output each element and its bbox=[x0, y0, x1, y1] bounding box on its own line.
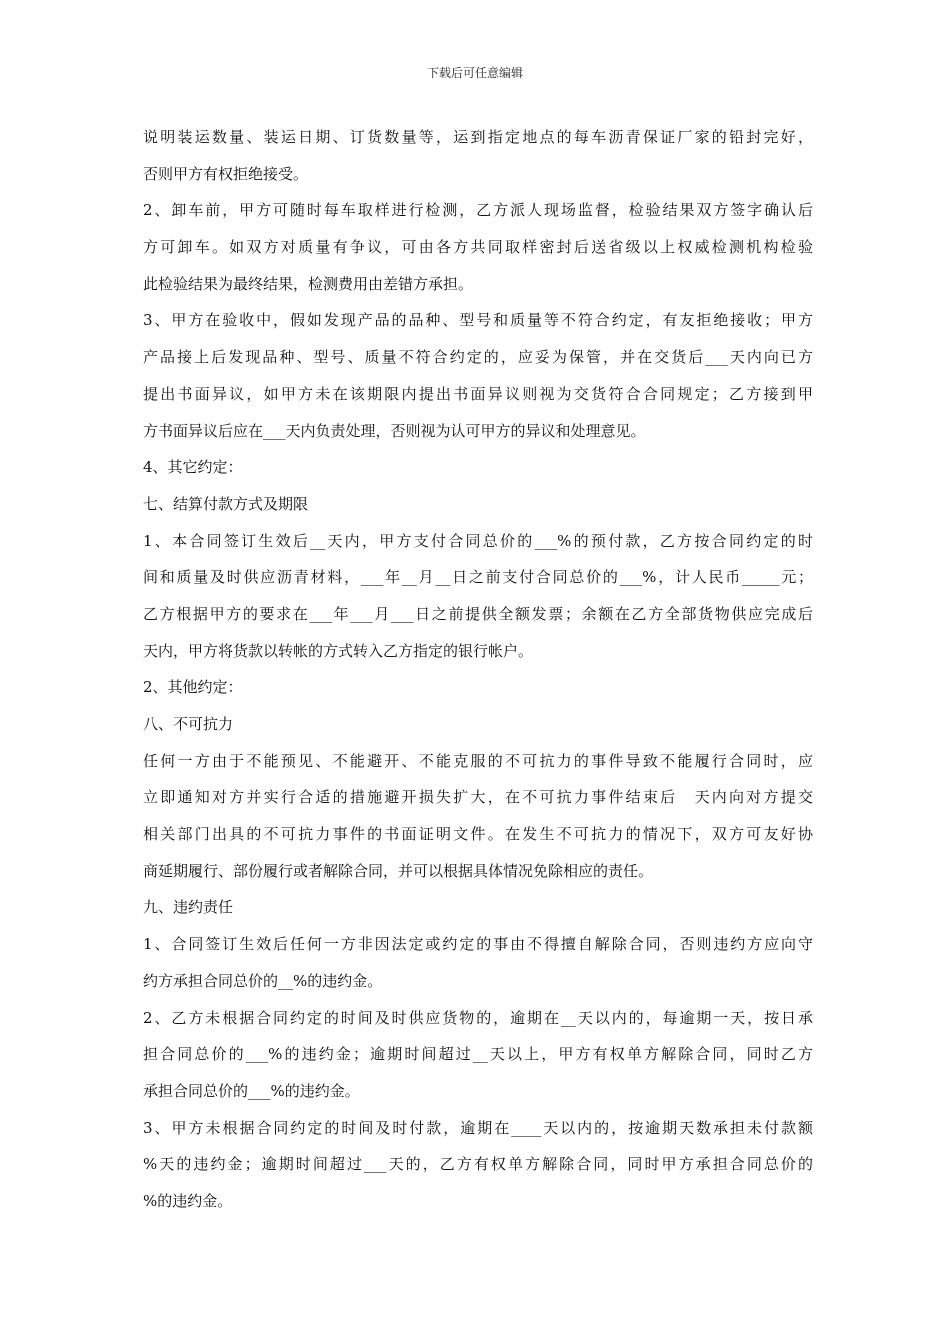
text-line: 此检验结果为最终结果，检测费用由差错方承担。 bbox=[143, 274, 474, 293]
text-line: 1、合同签订生效后任何一方非因法定或约定的事由不得擅自解除合同，否则违约方应向守 bbox=[143, 935, 813, 954]
text-line: 2、乙方未根据合同约定的时间及时供应货物的，逾期在__天以内的，每逾期一天，按日承 bbox=[143, 1008, 813, 1027]
text-line: 商延期履行、部份履行或者解除合同，并可以根据具体情况免除相应的责任。 bbox=[143, 861, 654, 880]
text-line: 说明装运数量、装运日期、订货数量等，运到指定地点的每车沥青保证厂家的铅封完好， bbox=[143, 128, 813, 146]
text-line: 乙方根据甲方的要求在___年___月___日之前提供全额发票；余额在乙方全部货物供应完成后 bbox=[143, 604, 813, 623]
text-line: 承担合同总价的___%的违约金。 bbox=[143, 1081, 360, 1100]
text-line: 立即通知对方并实行合适的措施避开损失扩大，在不可抗力事件结束后 天内向对方提交 bbox=[143, 788, 813, 807]
page-header: 下载后可任意编辑 bbox=[426, 66, 523, 80]
text-line: 否则甲方有权拒绝接受。 bbox=[143, 164, 309, 183]
section-heading: 九、违约责任 bbox=[143, 898, 234, 917]
text-line: 2、卸车前，甲方可随时每车取样进行检测，乙方派人现场监督，检验结果双方签字确认后 bbox=[143, 201, 813, 220]
text-line: 2、其他约定： bbox=[143, 678, 243, 697]
text-line: 4、其它约定： bbox=[143, 458, 243, 477]
text-line: 产品接上后发现品种、型号、质量不符合约定的，应妥为保管，并在交货后___天内向已方 bbox=[143, 348, 813, 367]
text-line: 3、甲方在验收中，假如发现产品的品种、型号和质量等不符合约定，有友拒绝接收；甲方 bbox=[143, 311, 813, 330]
text-line: 方书面异议后应在___天内负责处理，否则视为认可甲方的异议和处理意见。 bbox=[143, 421, 646, 440]
text-line: 间和质量及时供应沥青材料，___年__月__日之前支付合同总价的___%，计人民币_____元； bbox=[143, 568, 813, 587]
text-line: %天的违约金；逾期时间超过___天的，乙方有权单方解除合同，同时甲方承担合同总价的 bbox=[143, 1155, 813, 1174]
text-line: 方可卸车。如双方对质量有争议，可由各方共同取样密封后送省级以上权威检测机构检验 bbox=[143, 238, 813, 257]
text-line: 提出书面异议，如甲方未在该期限内提出书面异议则视为交货符合合同规定；乙方接到甲 bbox=[143, 384, 813, 403]
text-line: 任何一方由于不能预见、不能避开、不能克服的不可抗力的事件导致不能履行合同时，应 bbox=[143, 751, 813, 770]
text-line: %的违约金。 bbox=[143, 1191, 233, 1210]
text-line: 担合同总价的___%的违约金；逾期时间超过__天以上，甲方有权单方解除合同，同时乙方 bbox=[143, 1045, 813, 1064]
text-line: 相关部门出具的不可抗力事件的书面证明文件。在发生不可抗力的情况下，双方可友好协 bbox=[143, 825, 813, 844]
text-line: 3、甲方未根据合同约定的时间及时付款，逾期在____天以内的，按逾期天数承担未付款额 bbox=[143, 1118, 813, 1137]
text-line: 1、本合同签订生效后__天内，甲方支付合同总价的___%的预付款，乙方按合同约定的时 bbox=[143, 531, 813, 550]
text-line: 约方承担合同总价的__%的违约金。 bbox=[143, 971, 383, 990]
section-heading: 七、结算付款方式及期限 bbox=[143, 494, 309, 513]
section-heading: 八、不可抗力 bbox=[143, 715, 234, 733]
document-body bbox=[143, 124, 813, 1225]
text-line: 天内，甲方将货款以转帐的方式转入乙方指定的银行帐户。 bbox=[143, 641, 534, 660]
